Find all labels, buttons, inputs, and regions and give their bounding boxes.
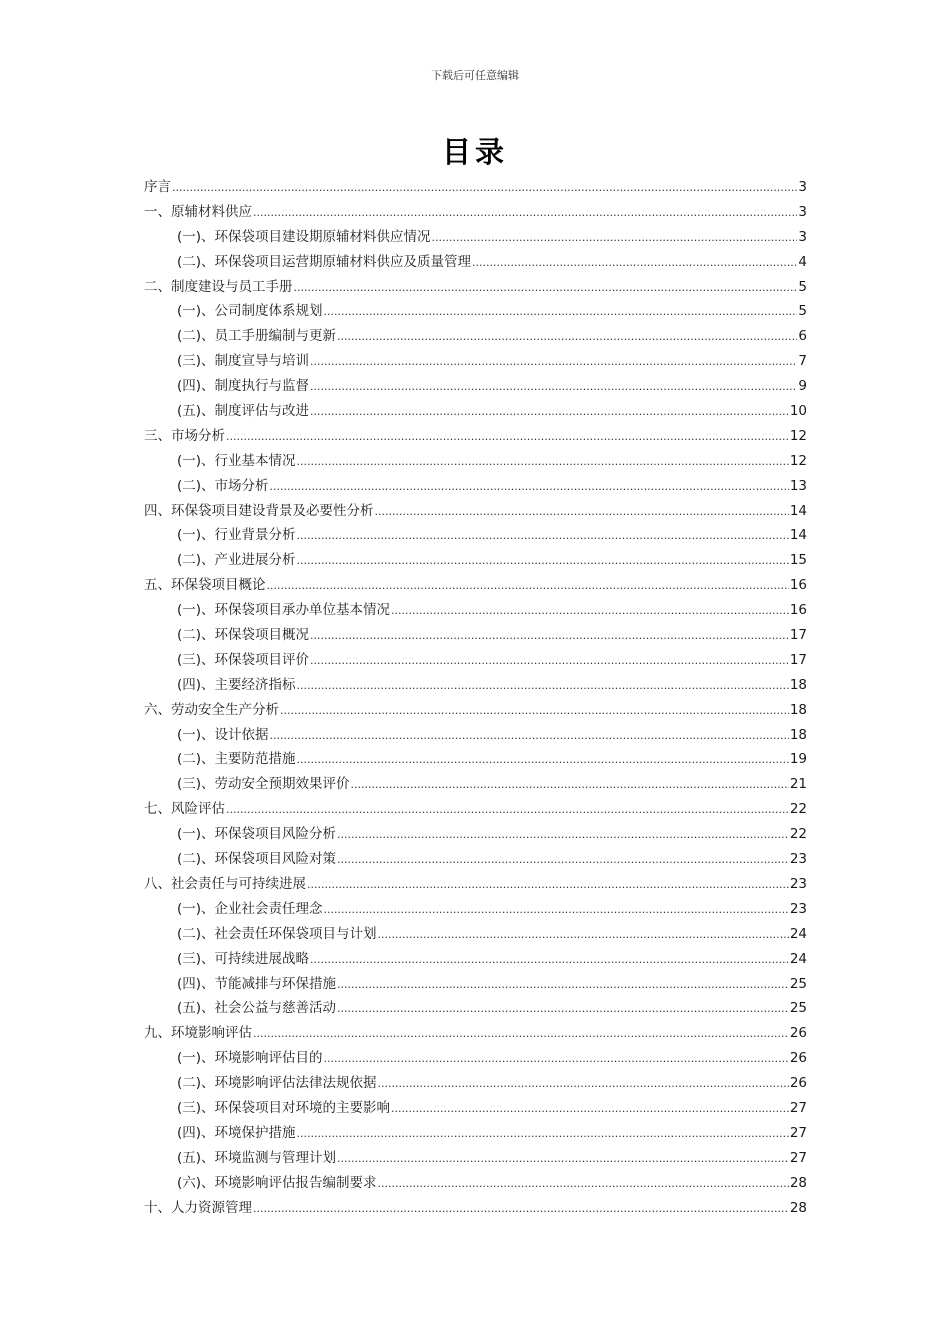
toc-dot-leader	[472, 251, 797, 276]
toc-dot-leader	[351, 773, 789, 798]
toc-entry-page-number: 5	[798, 278, 807, 295]
toc-dot-leader	[378, 923, 789, 948]
toc-entry-label: (五)、环境监测与管理计划	[177, 1149, 337, 1166]
toc-entry-label: (一)、环保袋项目承办单位基本情况	[177, 602, 391, 619]
toc-dot-leader	[337, 973, 789, 998]
toc-dot-leader	[337, 823, 789, 848]
toc-entry-label: (二)、员工手册编制与更新	[177, 328, 337, 345]
toc-dot-leader	[226, 798, 789, 823]
toc-dot-leader	[294, 276, 798, 301]
toc-entry-page-number: 12	[789, 452, 807, 469]
toc-entry-label: (一)、公司制度体系规划	[177, 303, 323, 320]
toc-entry-page-number: 14	[789, 502, 807, 519]
toc-entry[interactable]	[144, 573, 807, 598]
toc-entry[interactable]	[144, 474, 807, 499]
toc-entry-page-number: 19	[789, 751, 807, 768]
toc-entry-label: (四)、节能减排与环保措施	[177, 975, 337, 992]
toc-entry-page-number: 26	[789, 1075, 807, 1092]
toc-dot-leader	[172, 176, 797, 201]
toc-dot-leader	[391, 599, 789, 624]
toc-entry-label: (二)、环保袋项目运营期原辅材料供应及质量管理	[177, 253, 472, 270]
toc-entry[interactable]	[144, 797, 807, 822]
toc-entry-label: 八、社会责任与可持续进展	[144, 875, 306, 892]
toc-entry-label: (一)、环保袋项目建设期原辅材料供应情况	[177, 228, 431, 245]
toc-entry[interactable]	[144, 922, 807, 947]
toc-entry-page-number: 17	[789, 627, 807, 644]
toc-entry-label: (一)、行业背景分析	[177, 527, 296, 544]
toc-dot-leader	[432, 226, 798, 251]
toc-entry[interactable]	[144, 1171, 807, 1196]
toc-entry-label: (四)、主要经济指标	[177, 676, 296, 693]
toc-dot-leader	[310, 649, 789, 674]
toc-entry-label: 序言	[144, 179, 171, 195]
toc-entry[interactable]	[144, 499, 807, 524]
toc-dot-leader	[297, 748, 789, 773]
toc-entry-page-number: 26	[789, 1050, 807, 1067]
toc-entry-page-number: 12	[789, 427, 807, 444]
toc-entry[interactable]	[144, 623, 807, 648]
toc-entry[interactable]	[144, 324, 807, 349]
toc-entry-label: (五)、社会公益与慈善活动	[177, 1000, 337, 1017]
toc-entry[interactable]	[144, 250, 807, 275]
toc-entry-page-number: 16	[789, 602, 807, 619]
toc-entry-page-number: 9	[798, 378, 807, 395]
toc-dot-leader	[270, 724, 789, 749]
toc-entry-label: (一)、设计依据	[177, 726, 269, 743]
toc-entry[interactable]	[144, 374, 807, 399]
toc-dot-leader	[270, 475, 789, 500]
toc-entry[interactable]	[144, 1196, 807, 1221]
toc-entry[interactable]	[144, 424, 807, 449]
toc-entry[interactable]	[144, 673, 807, 698]
toc-entry-page-number: 18	[789, 726, 807, 743]
toc-entry-page-number: 10	[789, 403, 807, 420]
toc-entry-page-number: 25	[789, 1000, 807, 1017]
toc-dot-leader	[280, 699, 789, 724]
toc-entry[interactable]	[144, 225, 807, 250]
toc-entry-label: (四)、制度执行与监督	[177, 378, 310, 395]
toc-entry-page-number: 5	[798, 303, 807, 320]
toc-dot-leader	[267, 574, 789, 599]
toc-entry-label: (五)、制度评估与改进	[177, 403, 310, 420]
toc-entry-page-number: 15	[789, 552, 807, 569]
toc-dot-leader	[310, 948, 789, 973]
toc-dot-leader	[310, 400, 789, 425]
toc-entry-page-number: 4	[798, 253, 807, 270]
toc-entry[interactable]	[144, 1096, 807, 1121]
toc-dot-leader	[337, 1147, 789, 1172]
toc-entry-page-number: 28	[789, 1174, 807, 1191]
toc-dot-leader	[253, 1197, 789, 1222]
toc-entry[interactable]	[144, 349, 807, 374]
toc-entry-page-number: 17	[789, 651, 807, 668]
toc-entry-page-number: 25	[789, 975, 807, 992]
toc-entry[interactable]	[144, 1121, 807, 1146]
toc-dot-leader	[337, 997, 789, 1022]
toc-entry[interactable]	[144, 1021, 807, 1046]
toc-entry-page-number: 24	[789, 950, 807, 967]
toc-dot-leader	[310, 375, 797, 400]
toc-entry-page-number: 23	[789, 875, 807, 892]
toc-entry[interactable]	[144, 275, 807, 300]
toc-dot-leader	[310, 350, 797, 375]
toc-entry-label: (三)、劳动安全预期效果评价	[177, 776, 350, 793]
toc-entry-label: (二)、主要防范措施	[177, 751, 296, 768]
table-of-contents	[144, 175, 807, 1220]
toc-entry-label: (二)、社会责任环保袋项目与计划	[177, 925, 377, 942]
toc-entry[interactable]	[144, 972, 807, 997]
toc-dot-leader	[375, 500, 789, 525]
toc-entry-page-number: 22	[789, 826, 807, 843]
toc-entry-page-number: 23	[789, 851, 807, 868]
toc-dot-leader	[378, 1172, 789, 1197]
toc-entry-page-number: 27	[789, 1149, 807, 1166]
toc-dot-leader	[324, 300, 798, 325]
toc-entry-page-number: 3	[798, 203, 807, 220]
toc-entry[interactable]	[144, 523, 807, 548]
toc-entry[interactable]	[144, 872, 807, 897]
toc-entry[interactable]	[144, 822, 807, 847]
toc-entry-label: (一)、环保袋项目风险分析	[177, 826, 337, 843]
toc-entry-page-number: 26	[789, 1025, 807, 1042]
toc-entry[interactable]	[144, 648, 807, 673]
toc-entry-page-number: 6	[798, 328, 807, 345]
toc-dot-leader	[297, 524, 789, 549]
toc-entry[interactable]	[144, 996, 807, 1021]
toc-entry[interactable]	[144, 723, 807, 748]
toc-entry-page-number: 24	[789, 925, 807, 942]
toc-entry-label: (二)、环保袋项目概况	[177, 627, 310, 644]
toc-entry[interactable]	[144, 200, 807, 225]
toc-entry[interactable]	[144, 399, 807, 424]
toc-entry-page-number: 3	[798, 228, 807, 245]
toc-entry-label: (三)、可持续进展战略	[177, 950, 310, 967]
page-header-note: 下载后可任意编辑	[431, 69, 519, 82]
toc-entry-page-number: 27	[789, 1124, 807, 1141]
toc-entry[interactable]	[144, 449, 807, 474]
toc-entry[interactable]	[144, 947, 807, 972]
toc-entry-label: 十、人力资源管理	[144, 1199, 252, 1216]
toc-entry-page-number: 28	[789, 1199, 807, 1216]
toc-entry-label: 七、风险评估	[144, 801, 225, 818]
toc-dot-leader	[310, 624, 789, 649]
toc-entry-label: (一)、企业社会责任理念	[177, 900, 323, 917]
toc-entry[interactable]	[144, 175, 807, 200]
toc-entry-label: (三)、环保袋项目对环境的主要影响	[177, 1099, 391, 1116]
toc-entry-page-number: 23	[789, 900, 807, 917]
toc-entry-label: (一)、行业基本情况	[177, 452, 296, 469]
toc-dot-leader	[253, 1022, 789, 1047]
toc-dot-leader	[297, 674, 789, 699]
toc-dot-leader	[297, 549, 789, 574]
toc-entry[interactable]	[144, 698, 807, 723]
toc-dot-leader	[337, 325, 797, 350]
toc-title: 目录	[441, 135, 508, 169]
toc-entry-page-number: 18	[789, 701, 807, 718]
toc-entry-label: (二)、环境影响评估法律法规依据	[177, 1075, 377, 1092]
toc-entry-label: 四、环保袋项目建设背景及必要性分析	[144, 502, 374, 519]
toc-entry-page-number: 3	[798, 179, 807, 195]
toc-entry-label: (六)、环境影响评估报告编制要求	[177, 1174, 377, 1191]
toc-entry-label: (二)、环保袋项目风险对策	[177, 851, 337, 868]
toc-entry[interactable]	[144, 1146, 807, 1171]
toc-entry[interactable]	[144, 1071, 807, 1096]
toc-dot-leader	[307, 873, 789, 898]
toc-entry-label: 一、原辅材料供应	[144, 203, 252, 220]
toc-entry-label: (二)、产业进展分析	[177, 552, 296, 569]
toc-entry-page-number: 14	[789, 527, 807, 544]
toc-dot-leader	[297, 1122, 789, 1147]
toc-entry-page-number: 13	[789, 477, 807, 494]
toc-dot-leader	[324, 898, 789, 923]
toc-entry[interactable]	[144, 847, 807, 872]
toc-dot-leader	[337, 848, 789, 873]
toc-entry-label: (一)、环境影响评估目的	[177, 1050, 323, 1067]
toc-entry-page-number: 7	[798, 353, 807, 370]
toc-dot-leader	[253, 201, 797, 226]
toc-entry-label: (三)、环保袋项目评价	[177, 651, 310, 668]
toc-entry[interactable]	[144, 772, 807, 797]
toc-entry-label: 二、制度建设与员工手册	[144, 278, 293, 295]
toc-entry-page-number: 18	[789, 676, 807, 693]
toc-dot-leader	[226, 425, 789, 450]
toc-entry-label: (三)、制度宣导与培训	[177, 353, 310, 370]
toc-dot-leader	[378, 1072, 789, 1097]
toc-entry-label: 三、市场分析	[144, 427, 225, 444]
toc-entry-page-number: 22	[789, 801, 807, 818]
toc-entry[interactable]	[144, 299, 807, 324]
toc-entry[interactable]	[144, 598, 807, 623]
toc-entry[interactable]	[144, 897, 807, 922]
toc-entry-label: 六、劳动安全生产分析	[144, 701, 279, 718]
toc-entry-page-number: 27	[789, 1099, 807, 1116]
toc-entry-label: (二)、市场分析	[177, 477, 269, 494]
toc-entry[interactable]	[144, 1046, 807, 1071]
toc-entry[interactable]	[144, 548, 807, 573]
toc-dot-leader	[324, 1047, 789, 1072]
toc-entry-label: 五、环保袋项目概论	[144, 577, 266, 594]
toc-entry-page-number: 21	[789, 776, 807, 793]
toc-dot-leader	[297, 450, 789, 475]
toc-dot-leader	[391, 1097, 789, 1122]
toc-entry[interactable]	[144, 747, 807, 772]
toc-entry-page-number: 16	[789, 577, 807, 594]
toc-entry-label: 九、环境影响评估	[144, 1025, 252, 1042]
toc-entry-label: (四)、环境保护措施	[177, 1124, 296, 1141]
